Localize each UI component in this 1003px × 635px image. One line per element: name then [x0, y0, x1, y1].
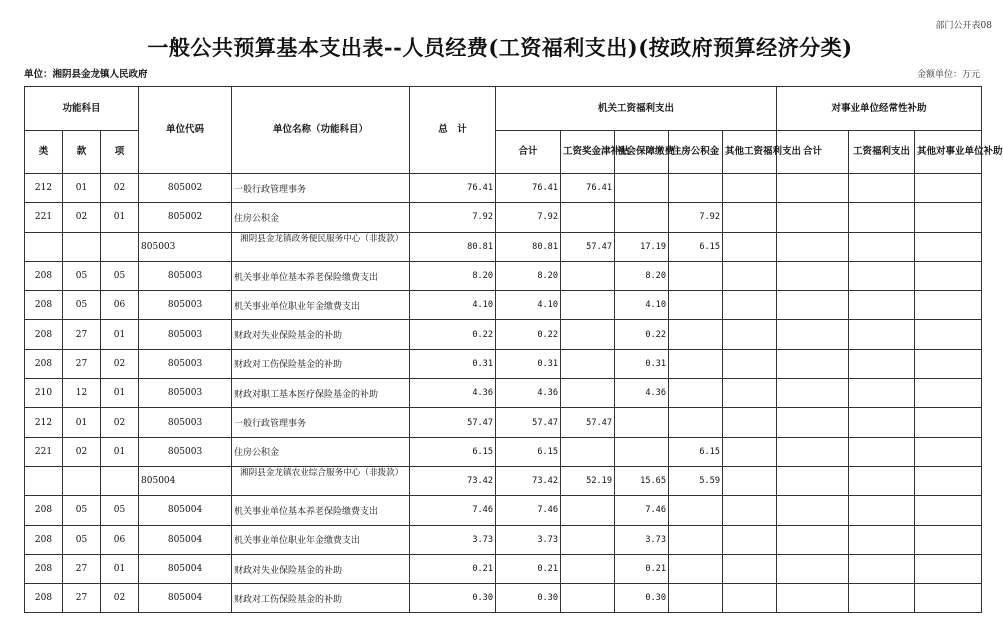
table-row — [25, 261, 982, 290]
cell-lei: 208 — [25, 584, 63, 613]
cell-total: 0.31 — [410, 349, 496, 378]
cell-total: 7.92 — [410, 203, 496, 232]
cell-kuan: 05 — [63, 291, 101, 320]
cell-xiang: 01 — [101, 379, 139, 408]
table-row — [25, 203, 982, 232]
cell-jg-social: 0.31 — [615, 349, 669, 378]
cell-lei: 212 — [25, 408, 63, 437]
cell-jg-total: 0.30 — [496, 584, 561, 613]
cell-jg-bonus — [561, 261, 615, 290]
cell-kuan: 12 — [63, 379, 101, 408]
cell-jg-social: 0.22 — [615, 320, 669, 349]
cell-jg-bonus: 76.41 — [561, 174, 615, 203]
cell-jg-total: 8.20 — [496, 261, 561, 290]
cell-kuan: 05 — [63, 496, 101, 525]
cell-jg-bonus: 57.47 — [561, 232, 615, 261]
table-row — [25, 525, 982, 554]
cell-jg-bonus — [561, 379, 615, 408]
cell-jg-housing — [669, 584, 723, 613]
cell-jg-bonus — [561, 291, 615, 320]
cell-jg-housing — [669, 291, 723, 320]
header-sy-other: 其他对事业单位补助 — [915, 131, 982, 174]
cell-lei: 208 — [25, 291, 63, 320]
cell-jg-bonus — [561, 349, 615, 378]
cell-jg-social — [615, 174, 669, 203]
cell-sy-total — [777, 291, 849, 320]
cell-unit-name: 财政对职工基本医疗保险基金的补助 — [232, 379, 410, 408]
header-kuan: 款 — [63, 131, 101, 174]
cell-kuan: 02 — [63, 437, 101, 466]
cell-jg-other — [723, 379, 777, 408]
cell-sy-salary — [849, 437, 915, 466]
cell-total: 4.36 — [410, 379, 496, 408]
cell-sy-total — [777, 232, 849, 261]
header-jg-total: 合计 — [496, 131, 561, 174]
cell-sy-other — [915, 203, 982, 232]
cell-unit-name: 财政对失业保险基金的补助 — [232, 554, 410, 583]
cell-jg-other — [723, 291, 777, 320]
cell-jg-bonus: 57.47 — [561, 408, 615, 437]
cell-jg-other — [723, 408, 777, 437]
cell-sy-salary — [849, 408, 915, 437]
cell-jg-other — [723, 349, 777, 378]
cell-sy-other — [915, 408, 982, 437]
cell-sy-other — [915, 320, 982, 349]
header-unit-name: 单位名称（功能科目） — [232, 87, 410, 174]
cell-total: 73.42 — [410, 466, 496, 495]
cell-jg-bonus — [561, 554, 615, 583]
cell-xiang: 05 — [101, 496, 139, 525]
cell-sy-other — [915, 232, 982, 261]
cell-xiang: 01 — [101, 437, 139, 466]
cell-unit-code: 805002 — [139, 174, 232, 203]
cell-sy-total — [777, 437, 849, 466]
cell-sy-other — [915, 584, 982, 613]
cell-jg-housing — [669, 408, 723, 437]
cell-jg-other — [723, 174, 777, 203]
table-body — [25, 174, 982, 613]
cell-unit-code: 805004 — [139, 466, 232, 495]
cell-sy-total — [777, 408, 849, 437]
cell-sy-total — [777, 203, 849, 232]
cell-sy-total — [777, 320, 849, 349]
cell-jg-other — [723, 437, 777, 466]
cell-xiang: 01 — [101, 203, 139, 232]
cell-kuan — [63, 466, 101, 495]
cell-lei: 208 — [25, 525, 63, 554]
cell-sy-total — [777, 174, 849, 203]
cell-jg-other — [723, 261, 777, 290]
cell-lei: 208 — [25, 349, 63, 378]
cell-jg-total: 7.92 — [496, 203, 561, 232]
cell-jg-housing — [669, 379, 723, 408]
cell-unit-name: 住房公积金 — [232, 203, 410, 232]
cell-unit-name: 机关事业单位职业年金缴费支出 — [232, 525, 410, 554]
cell-xiang: 05 — [101, 261, 139, 290]
cell-total: 4.10 — [410, 291, 496, 320]
cell-jg-housing — [669, 261, 723, 290]
header-group-shiye: 对事业单位经常性补助 — [777, 87, 982, 131]
cell-xiang: 02 — [101, 174, 139, 203]
cell-total: 76.41 — [410, 174, 496, 203]
table-row — [25, 291, 982, 320]
cell-jg-total: 6.15 — [496, 437, 561, 466]
cell-sy-salary — [849, 379, 915, 408]
cell-unit-code: 805003 — [139, 232, 232, 261]
cell-unit-name: 机关事业单位职业年金缴费支出 — [232, 291, 410, 320]
cell-jg-housing — [669, 496, 723, 525]
cell-lei: 208 — [25, 554, 63, 583]
reporting-unit: 单位：湘阴县金龙镇人民政府 — [24, 69, 148, 80]
cell-unit-name: 一般行政管理事务 — [232, 408, 410, 437]
cell-jg-total: 0.22 — [496, 320, 561, 349]
cell-unit-name: 机关事业单位基本养老保险缴费支出 — [232, 496, 410, 525]
cell-lei: 221 — [25, 203, 63, 232]
header-lei: 类 — [25, 131, 63, 174]
cell-jg-social: 8.20 — [615, 261, 669, 290]
cell-kuan: 27 — [63, 584, 101, 613]
cell-sy-other — [915, 525, 982, 554]
cell-unit-code: 805004 — [139, 584, 232, 613]
cell-total: 7.46 — [410, 496, 496, 525]
cell-xiang: 02 — [101, 349, 139, 378]
budget-table — [24, 86, 1003, 613]
cell-kuan: 01 — [63, 408, 101, 437]
cell-unit-name: 财政对工伤保险基金的补助 — [232, 584, 410, 613]
cell-sy-salary — [849, 320, 915, 349]
cell-total: 3.73 — [410, 525, 496, 554]
cell-jg-total: 4.36 — [496, 379, 561, 408]
cell-sy-other — [915, 437, 982, 466]
table-row — [25, 379, 982, 408]
table-row — [25, 232, 982, 261]
cell-sy-salary — [849, 203, 915, 232]
header-unit-code: 单位代码 — [139, 87, 232, 174]
cell-sy-salary — [849, 496, 915, 525]
cell-jg-other — [723, 496, 777, 525]
cell-jg-total: 0.31 — [496, 349, 561, 378]
cell-sy-total — [777, 584, 849, 613]
cell-jg-other — [723, 584, 777, 613]
cell-sy-other — [915, 496, 982, 525]
header-xiang: 项 — [101, 131, 139, 174]
cell-jg-housing — [669, 554, 723, 583]
header-jg-bonus: 工资奖金津补贴 — [561, 131, 615, 174]
cell-total: 8.20 — [410, 261, 496, 290]
cell-xiang: 02 — [101, 408, 139, 437]
cell-unit-name: 湘阴县金龙镇政务便民服务中心（非拨款） — [232, 232, 410, 261]
cell-total: 0.22 — [410, 320, 496, 349]
cell-xiang: 01 — [101, 554, 139, 583]
table-row — [25, 174, 982, 203]
cell-sy-salary — [849, 554, 915, 583]
cell-jg-social — [615, 408, 669, 437]
cell-kuan: 01 — [63, 174, 101, 203]
header-total: 总 计 — [410, 87, 496, 174]
cell-sy-salary — [849, 525, 915, 554]
cell-sy-other — [915, 554, 982, 583]
cell-unit-code: 805004 — [139, 525, 232, 554]
cell-unit-name: 机关事业单位基本养老保险缴费支出 — [232, 261, 410, 290]
cell-jg-total: 57.47 — [496, 408, 561, 437]
cell-jg-bonus — [561, 437, 615, 466]
cell-jg-other — [723, 320, 777, 349]
cell-sy-salary — [849, 466, 915, 495]
cell-unit-code: 805003 — [139, 379, 232, 408]
cell-jg-total: 4.10 — [496, 291, 561, 320]
cell-jg-social: 7.46 — [615, 496, 669, 525]
cell-xiang: 01 — [101, 320, 139, 349]
cell-jg-social: 0.21 — [615, 554, 669, 583]
cell-jg-social: 0.30 — [615, 584, 669, 613]
cell-unit-code: 805004 — [139, 554, 232, 583]
header-jg-social: 社会保障缴费 — [615, 131, 669, 174]
cell-xiang: 02 — [101, 584, 139, 613]
cell-total: 80.81 — [410, 232, 496, 261]
table-row — [25, 320, 982, 349]
cell-lei: 221 — [25, 437, 63, 466]
cell-jg-social: 15.65 — [615, 466, 669, 495]
cell-lei: 208 — [25, 261, 63, 290]
cell-jg-other — [723, 525, 777, 554]
cell-jg-total: 7.46 — [496, 496, 561, 525]
cell-kuan: 02 — [63, 203, 101, 232]
table-row — [25, 554, 982, 583]
cell-kuan: 05 — [63, 525, 101, 554]
cell-sy-salary — [849, 584, 915, 613]
page-title: 一般公共预算基本支出表--人员经费(工资福利支出)(按政府预算经济分类) — [147, 35, 853, 60]
cell-unit-code: 805003 — [139, 349, 232, 378]
cell-sy-total — [777, 379, 849, 408]
cell-sy-other — [915, 349, 982, 378]
cell-kuan: 05 — [63, 261, 101, 290]
cell-lei — [25, 466, 63, 495]
cell-total: 57.47 — [410, 408, 496, 437]
cell-jg-other — [723, 232, 777, 261]
cell-jg-housing — [669, 349, 723, 378]
cell-sy-other — [915, 261, 982, 290]
cell-jg-bonus — [561, 203, 615, 232]
cell-jg-housing — [669, 525, 723, 554]
cell-jg-total: 73.42 — [496, 466, 561, 495]
cell-sy-total — [777, 554, 849, 583]
cell-total: 6.15 — [410, 437, 496, 466]
cell-jg-bonus — [561, 584, 615, 613]
cell-unit-code: 805003 — [139, 291, 232, 320]
cell-jg-housing: 6.15 — [669, 232, 723, 261]
cell-unit-code: 805003 — [139, 320, 232, 349]
cell-unit-code: 805004 — [139, 496, 232, 525]
cell-jg-social — [615, 203, 669, 232]
cell-jg-housing — [669, 320, 723, 349]
cell-sy-total — [777, 261, 849, 290]
cell-jg-total: 76.41 — [496, 174, 561, 203]
cell-jg-other — [723, 203, 777, 232]
cell-jg-housing: 5.59 — [669, 466, 723, 495]
table-row — [25, 437, 982, 466]
cell-sy-total — [777, 466, 849, 495]
cell-lei: 208 — [25, 496, 63, 525]
cell-jg-bonus: 52.19 — [561, 466, 615, 495]
header-sy-salary: 工资福利支出 — [849, 131, 915, 174]
cell-jg-housing — [669, 174, 723, 203]
table-row — [25, 584, 982, 613]
cell-jg-housing: 7.92 — [669, 203, 723, 232]
header-sy-total: 合计 — [777, 131, 849, 174]
cell-sy-total — [777, 496, 849, 525]
cell-xiang — [101, 466, 139, 495]
cell-jg-other — [723, 554, 777, 583]
cell-jg-total: 0.21 — [496, 554, 561, 583]
cell-jg-bonus — [561, 320, 615, 349]
cell-sy-other — [915, 379, 982, 408]
cell-jg-total: 3.73 — [496, 525, 561, 554]
cell-kuan: 27 — [63, 349, 101, 378]
cell-lei: 208 — [25, 320, 63, 349]
cell-unit-code: 805003 — [139, 408, 232, 437]
cell-xiang: 06 — [101, 291, 139, 320]
cell-unit-name: 财政对失业保险基金的补助 — [232, 320, 410, 349]
cell-sy-other — [915, 291, 982, 320]
document-code: 部门公开表08 — [935, 21, 992, 31]
cell-lei — [25, 232, 63, 261]
cell-unit-code: 805003 — [139, 261, 232, 290]
cell-sy-salary — [849, 261, 915, 290]
cell-jg-social: 3.73 — [615, 525, 669, 554]
cell-lei: 212 — [25, 174, 63, 203]
cell-total: 0.30 — [410, 584, 496, 613]
cell-unit-code: 805003 — [139, 437, 232, 466]
cell-unit-name: 湘阴县金龙镇农业综合服务中心（非拨款） — [232, 466, 410, 495]
cell-jg-social: 4.36 — [615, 379, 669, 408]
amount-unit: 金额单位：万元 — [916, 70, 980, 80]
cell-xiang: 06 — [101, 525, 139, 554]
cell-jg-bonus — [561, 525, 615, 554]
header-func-subject: 功能科目 — [25, 87, 139, 131]
cell-sy-salary — [849, 174, 915, 203]
cell-unit-name: 财政对工伤保险基金的补助 — [232, 349, 410, 378]
cell-sy-total — [777, 525, 849, 554]
header-jg-other: 其他工资福利支出 — [723, 131, 777, 174]
cell-sy-other — [915, 466, 982, 495]
header-jg-housing: 住房公积金 — [669, 131, 723, 174]
table-row — [25, 496, 982, 525]
cell-jg-social — [615, 437, 669, 466]
cell-lei: 210 — [25, 379, 63, 408]
cell-jg-bonus — [561, 496, 615, 525]
table-row — [25, 466, 982, 495]
cell-jg-social: 4.10 — [615, 291, 669, 320]
cell-xiang — [101, 232, 139, 261]
table-row — [25, 349, 982, 378]
cell-unit-code: 805002 — [139, 203, 232, 232]
cell-unit-name: 一般行政管理事务 — [232, 174, 410, 203]
cell-sy-salary — [849, 349, 915, 378]
cell-sy-salary — [849, 291, 915, 320]
cell-total: 0.21 — [410, 554, 496, 583]
cell-sy-other — [915, 174, 982, 203]
cell-kuan: 27 — [63, 320, 101, 349]
cell-jg-social: 17.19 — [615, 232, 669, 261]
cell-kuan — [63, 232, 101, 261]
cell-sy-salary — [849, 232, 915, 261]
cell-sy-total — [777, 349, 849, 378]
cell-jg-housing: 6.15 — [669, 437, 723, 466]
cell-unit-name: 住房公积金 — [232, 437, 410, 466]
cell-jg-other — [723, 466, 777, 495]
cell-jg-total: 80.81 — [496, 232, 561, 261]
header-group-jiguan: 机关工资福利支出 — [496, 87, 777, 131]
table-row — [25, 408, 982, 437]
cell-kuan: 27 — [63, 554, 101, 583]
